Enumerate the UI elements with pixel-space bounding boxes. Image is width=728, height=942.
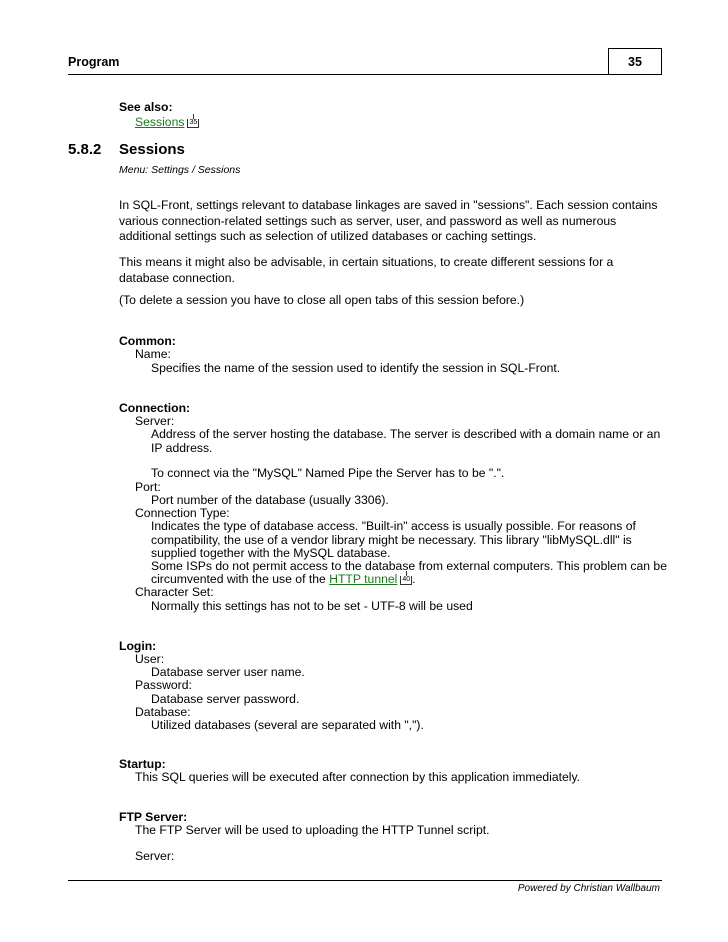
sessions-link[interactable]: Sessions [135,115,185,129]
login-heading: Login: [119,639,157,653]
http-tunnel-link[interactable]: HTTP tunnel [329,572,398,586]
footer-rule [68,880,662,881]
startup-heading: Startup: [119,757,166,771]
section-number: 5.8.2 [68,141,102,158]
port-description: Port number of the database (usually 3306). [151,493,389,507]
http-tunnel-prefix: circumvented with the use of the [151,572,326,586]
page-number-box [608,48,662,75]
port-label: Port: [135,480,161,494]
page-header [68,48,662,76]
menu-path: Menu: Settings / Sessions [119,164,241,176]
ftp-server-heading: FTP Server: [119,810,188,824]
header-section-title: Program [68,55,120,69]
intro-paragraph-3: (To delete a session you have to close all open tabs of this session before.) [119,293,525,307]
character-set-description: Normally this settings has not to be set - UTF-8 will be used [151,599,473,613]
intro-paragraph-1: In SQL-Front, settings relevant to database linkages are saved in "sessions". Each session contains various connection-related settings such as server, user, and password as well as numerous additional settings such as selection of utilized databases or caching settings. [119,198,658,243]
see-also-label: See also: [119,100,173,114]
footer-credit: Powered by Christian Wallbaum [517,883,660,894]
header-rule [68,74,608,75]
connection-type-line-3: supplied together with the MySQL database. [151,546,391,560]
see-also-entry [135,115,199,129]
database-label: Database: [135,705,191,719]
section-title: Sessions [119,141,185,158]
database-description: Utilized databases (several are separated with ","). [151,718,424,732]
intro-paragraph-2: This means it might also be advisable, in certain situations, to create different sessions for a database connection. [119,255,614,285]
http-tunnel-suffix: . [412,572,416,586]
connection-type-line-4: Some ISPs do not permit access to the database from external computers. This problem can be [151,559,667,573]
password-description: Database server password. [151,692,300,706]
page-ref-marker[interactable]: 40 [402,576,411,583]
connection-type-line-2: compatibility, the use of a vendor library might be necessary. This library "libMySQL.dll" is [151,533,632,547]
name-label: Name: [135,347,171,361]
server-label: Server: [135,414,175,428]
password-label: Password: [135,678,192,692]
ftp-server-description: The FTP Server will be used to uploading the HTTP Tunnel script. [135,823,490,837]
connection-type-label: Connection Type: [135,506,230,520]
common-heading: Common: [119,334,176,348]
page-number: 35 [628,54,642,69]
connection-type-line-5 [151,572,416,586]
startup-description: This SQL queries will be executed after connection by this application immediately. [135,770,581,784]
character-set-label: Character Set: [135,585,214,599]
user-label: User: [135,652,165,666]
server-description-line-3: To connect via the "MySQL" Named Pipe the Server has to be ".". [151,466,505,480]
user-description: Database server user name. [151,665,305,679]
server-description-line-1: Address of the server hosting the database. The server is described with a domain name or an [151,427,661,441]
name-description: Specifies the name of the session used to identify the session in SQL-Front. [151,361,561,375]
page-ref-marker[interactable]: 35 [189,119,198,126]
connection-type-line-1: Indicates the type of database access. "Built-in" access is usually possible. For reasons of [151,519,636,533]
connection-heading: Connection: [119,401,191,415]
ftp-server-label: Server: [135,849,175,863]
server-description-line-2: IP address. [151,441,213,455]
